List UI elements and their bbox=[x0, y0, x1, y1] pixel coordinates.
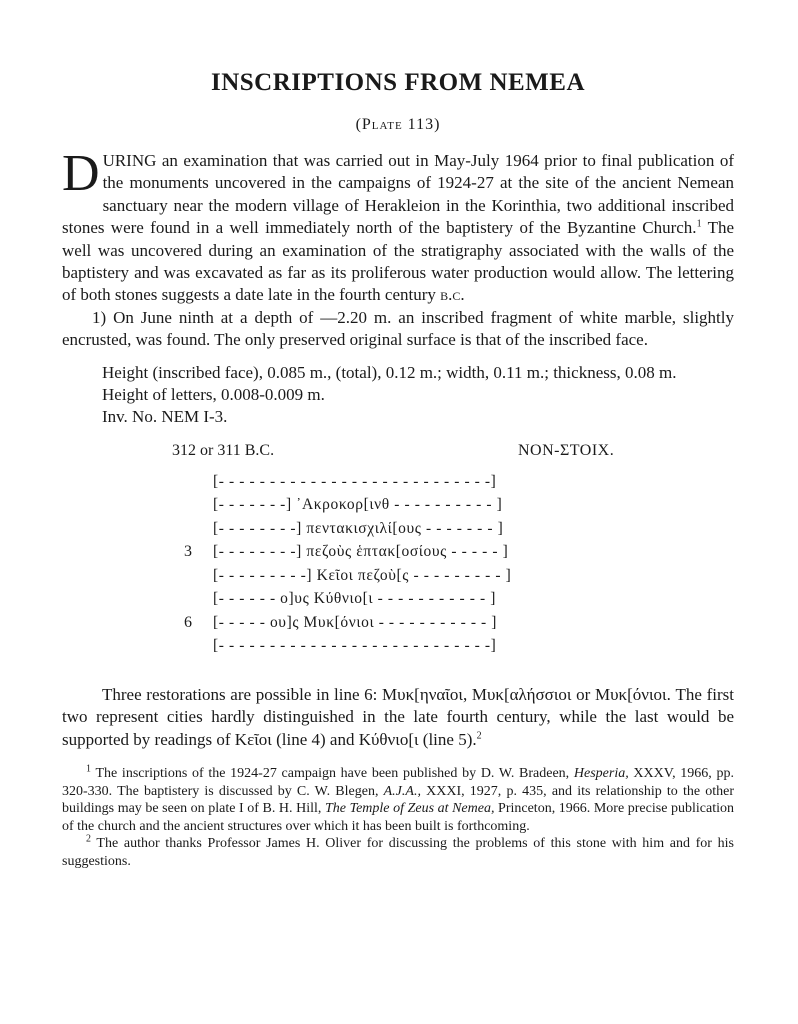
line-number: 3 bbox=[184, 543, 192, 561]
footnote-1 bbox=[62, 765, 734, 835]
footnote-2-text: The author thanks Professor James H. Oliver for discussing the problems of this stone with him and for his suggestions. bbox=[62, 836, 734, 870]
footnote-1-text: The inscriptions of the 1924-27 campaign have been published by D. W. Bradeen, bbox=[91, 766, 574, 782]
page-title: INSCRIPTIONS FROM NEMEA bbox=[210, 69, 586, 96]
line-text: [- - - - - - -] ᾿Ακροκορ[ινθ - - - - - - - - - - ] bbox=[213, 496, 503, 514]
intro-text-2: The well was uncovered during an examination of the stratigraphy associated with the walls of the baptistery and was excavated as far as its proliferous water production would allow. The lettering of both stones suggests a date late in the fourth century bbox=[62, 218, 734, 305]
find-paragraph: 1) On June ninth at a depth of —2.20 m. an inscribed fragment of white marble, slightly encrusted, was found. The only preserved original surface is that of the inscribed face. bbox=[62, 307, 734, 350]
inscription-line bbox=[62, 540, 734, 564]
inscription-line bbox=[62, 470, 734, 494]
line-text: [- - - - - - - - - - - - - - - - - - - - - - - - - - -] bbox=[213, 472, 497, 490]
letter-height: Height of letters, 0.008-0.009 m. bbox=[102, 385, 325, 405]
citation-temple: The Temple of Zeus at Nemea, bbox=[325, 801, 495, 817]
line-text: [- - - - - - - -] πεντακισχιλί[ους - - - - - - - ] bbox=[213, 519, 504, 537]
inscription-line bbox=[62, 634, 734, 658]
line-text: [- - - - - - - -] πεζοὺς ἑπτακ[οσίους - - - - - ] bbox=[213, 543, 509, 561]
era-label: b.c. bbox=[440, 285, 465, 305]
inscription-date: 312 or 311 B.C. bbox=[172, 441, 275, 459]
intro-paragraph bbox=[62, 145, 734, 307]
footnote-marker-1: 1 bbox=[86, 763, 91, 775]
restoration-text: Three restorations are possible in line 6: Μυκ[ηναῖοι, Μυκ[αλήσσιοι or Μυκ[όνιοι. The first two represent cities hardly distinguished in the late fourth century, while the last would be supported by readings of Κεῖοι (line 4) and Κύθνιο[ι (line 5). bbox=[62, 684, 734, 749]
footnote-1-text-d: Princeton, 1966. More precise publication of the church and the ancient structures over which it has been built is forthcoming. bbox=[62, 801, 734, 834]
inscription-line bbox=[62, 587, 734, 611]
plate-reference: (Plate 113) bbox=[355, 116, 441, 133]
footnote-1-text-c: XXXI, 1927, p. 435, and its relationship to the other buildings may be seen on plate I of B. H. Hill, bbox=[62, 783, 734, 817]
stoichedon-label: NON-ΣΤΟΙΧ. bbox=[518, 441, 615, 459]
line-text: [- - - - - ου]ς Μυκ[όνιοι - - - - - - - - - - - ] bbox=[213, 613, 498, 631]
inscription-text bbox=[62, 470, 734, 658]
footnote-1-text-b: XXXV, 1966, pp. 320-330. The baptistery is discussed by C. W. Blegen, bbox=[62, 766, 734, 799]
page bbox=[62, 66, 734, 871]
line-number: 6 bbox=[184, 613, 192, 631]
footnote-marker-2: 2 bbox=[86, 833, 91, 845]
drop-cap: D bbox=[62, 145, 100, 202]
inventory-number: Inv. No. NEM I-3. bbox=[102, 407, 228, 427]
citation-aja: A.J.A., bbox=[383, 783, 421, 799]
footnote-2 bbox=[62, 835, 734, 870]
inscription-header bbox=[62, 442, 734, 466]
inscription-line bbox=[62, 564, 734, 588]
line-text: [- - - - - - ο]υς Κύθνιο[ι - - - - - - - - - - - ] bbox=[213, 590, 496, 608]
inscription-line bbox=[62, 493, 734, 517]
footnote-ref-2[interactable]: 2 bbox=[476, 730, 482, 742]
inscription-line bbox=[62, 611, 734, 635]
restoration-paragraph bbox=[62, 684, 734, 751]
footnotes bbox=[62, 765, 734, 871]
intro-text: URING an examination that was carried out in May-July 1964 prior to final publication of the monuments uncovered in the campaigns of 1924-27 at the site of the ancient Nemean sanctuary near the modern village of Herakleion in the Korinthia, two additional inscribed stones were found in a well immediately north of the baptistery of the Byzantine Church. bbox=[62, 151, 734, 238]
dimensions: Height (inscribed face), 0.085 m., (total), 0.12 m.; width, 0.11 m.; thickness, 0.08 m. bbox=[102, 362, 677, 382]
measurements bbox=[102, 362, 734, 429]
line-text: [- - - - - - - - -] Κεῖοι πεζοὺ[ς - - - - - - - - - ] bbox=[213, 566, 512, 584]
inscription-line bbox=[62, 517, 734, 541]
footnote-ref-1[interactable]: 1 bbox=[696, 218, 702, 230]
citation-hesperia: Hesperia, bbox=[573, 766, 629, 782]
line-text: [- - - - - - - - - - - - - - - - - - - - - - - - - - -] bbox=[213, 637, 497, 655]
